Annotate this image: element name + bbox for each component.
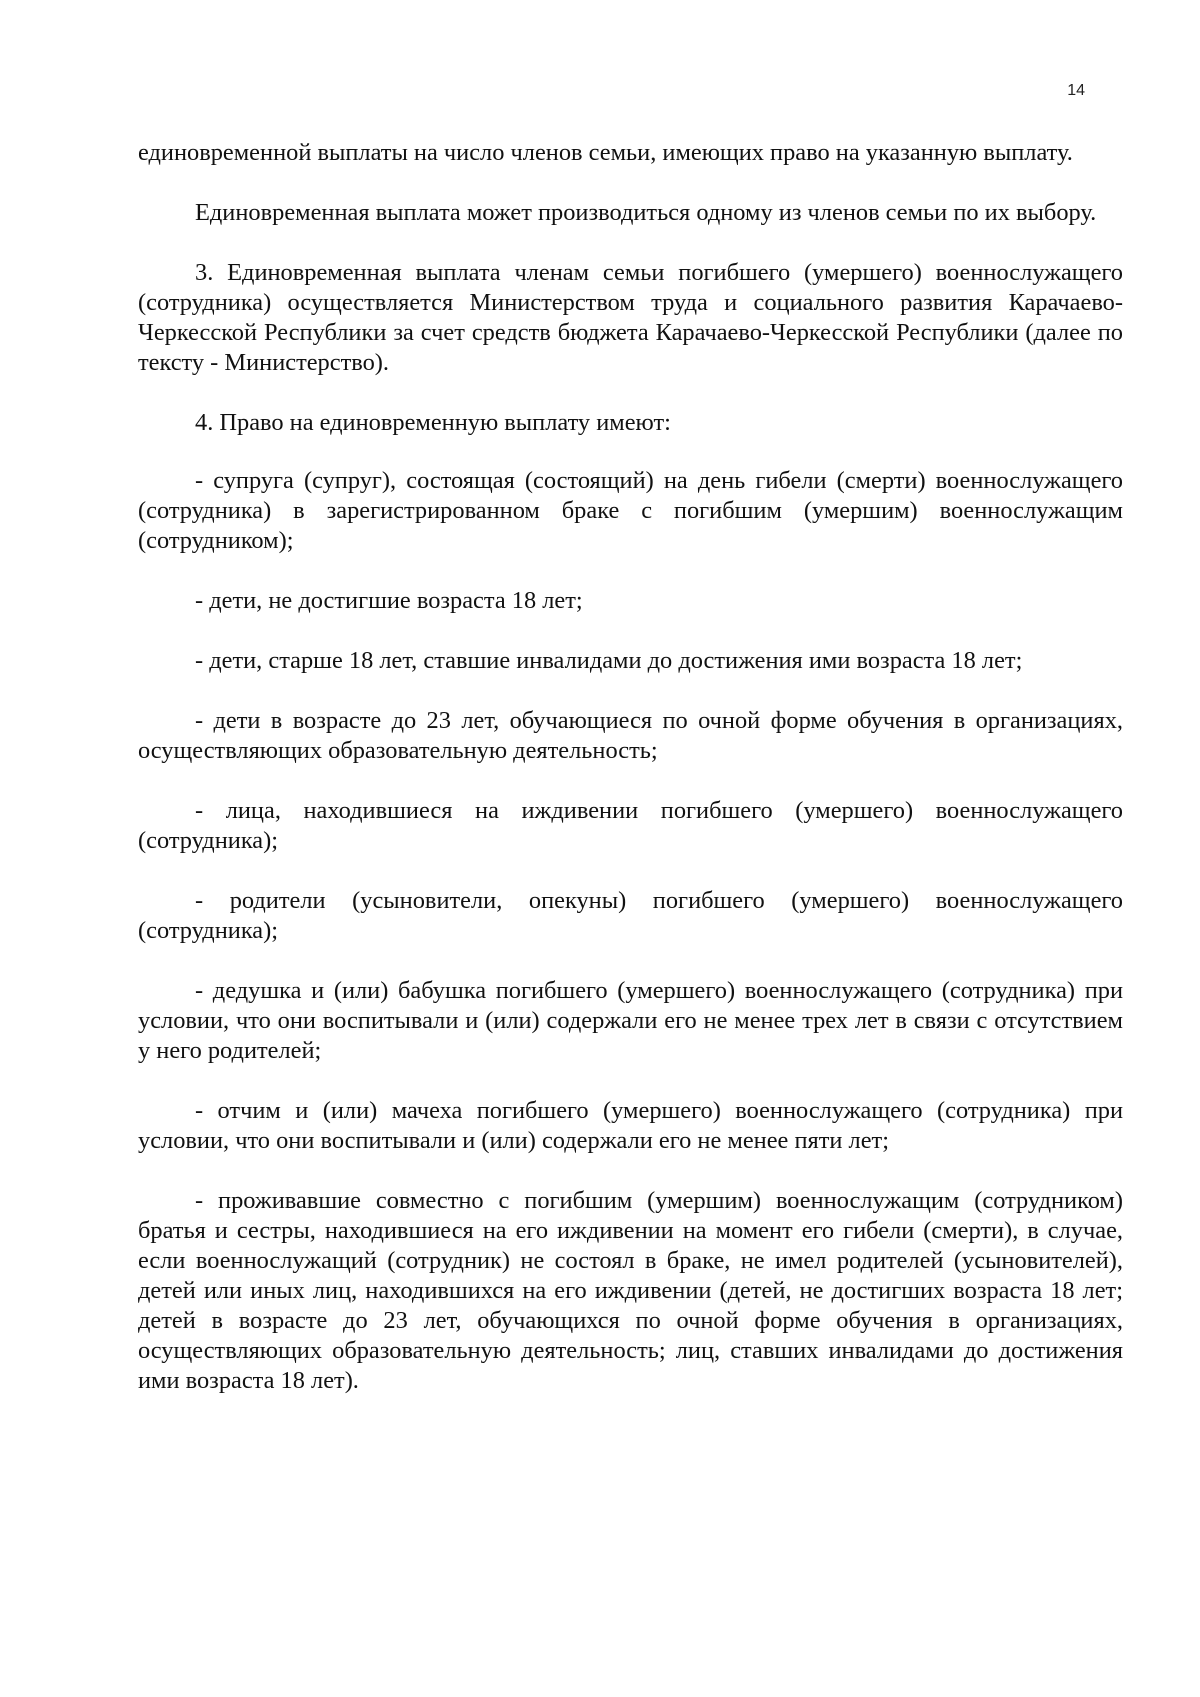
paragraph-payment-choice: Единовременная выплата может производиться одному из членов семьи по их выбору. <box>195 199 1097 226</box>
list-item-dependents: - лица, находившиеся на иждивении погибшего (умершего) военнослужащего (сотрудника); <box>138 797 1123 854</box>
list-item-disabled-children: - дети, старше 18 лет, ставшие инвалидами до достижения ими возраста 18 лет; <box>195 647 1023 674</box>
list-item-grandparents: - дедушка и (или) бабушка погибшего (умершего) военнослужащего (сотрудника) при условии, что они воспитывали и (или) содержали его не менее трех лет в связи с отсутствием у него родителей; <box>138 977 1123 1064</box>
list-item-stepparents: - отчим и (или) мачеха погибшего (умершего) военнослужащего (сотрудника) при условии, что они воспитывали и (или) содержали его не менее пяти лет; <box>138 1097 1123 1154</box>
list-item-parents: - родители (усыновители, опекуны) погибшего (умершего) военнослужащего (сотрудника); <box>138 887 1123 944</box>
paragraph-continuation: единовременной выплаты на число членов семьи, имеющих право на указанную выплату. <box>138 139 1073 166</box>
paragraph-4-eligibility-heading: 4. Право на единовременную выплату имеют: <box>195 409 671 436</box>
list-item-spouse: - супруга (супруг), состоящая (состоящий) на день гибели (смерти) военнослужащего (сотрудника) в зарегистрированном браке с погибшим (умершим) военнослужащим (сотрудником); <box>138 467 1123 554</box>
page-number: 14 <box>1067 82 1085 99</box>
paragraph-3-ministry: 3. Единовременная выплата членам семьи погибшего (умершего) военнослужащего (сотрудника) осуществляется Министерством труда и социального развития Карачаево-Черкесской Республики за счет средств бюджета Карачаево-Черкесской Республики (далее по тексту - Министерство). <box>138 259 1123 376</box>
list-item-siblings: - проживавшие совместно с погибшим (умершим) военнослужащим (сотрудником) братья и сестры, находившиеся на его иждивении на момент его гибели (смерти), в случае, если военнослужащий (сотрудник) не состоял в браке, не имел родителей (усыновителей), детей или иных лиц, находившихся на его иждивении (детей, не достигших возраста 18 лет; детей в возрасте до 23 лет, обучающихся по очной форме обучения в организациях, осуществляющих образовательную деятельность; лиц, ставших инвалидами до достижения ими возраста 18 лет). <box>138 1187 1123 1394</box>
list-item-children-under-18: - дети, не достигшие возраста 18 лет; <box>195 587 583 614</box>
list-item-students-under-23: - дети в возрасте до 23 лет, обучающиеся по очной форме обучения в организациях, осуществляющих образовательную деятельность; <box>138 707 1123 764</box>
document-body <box>138 138 1123 1426</box>
